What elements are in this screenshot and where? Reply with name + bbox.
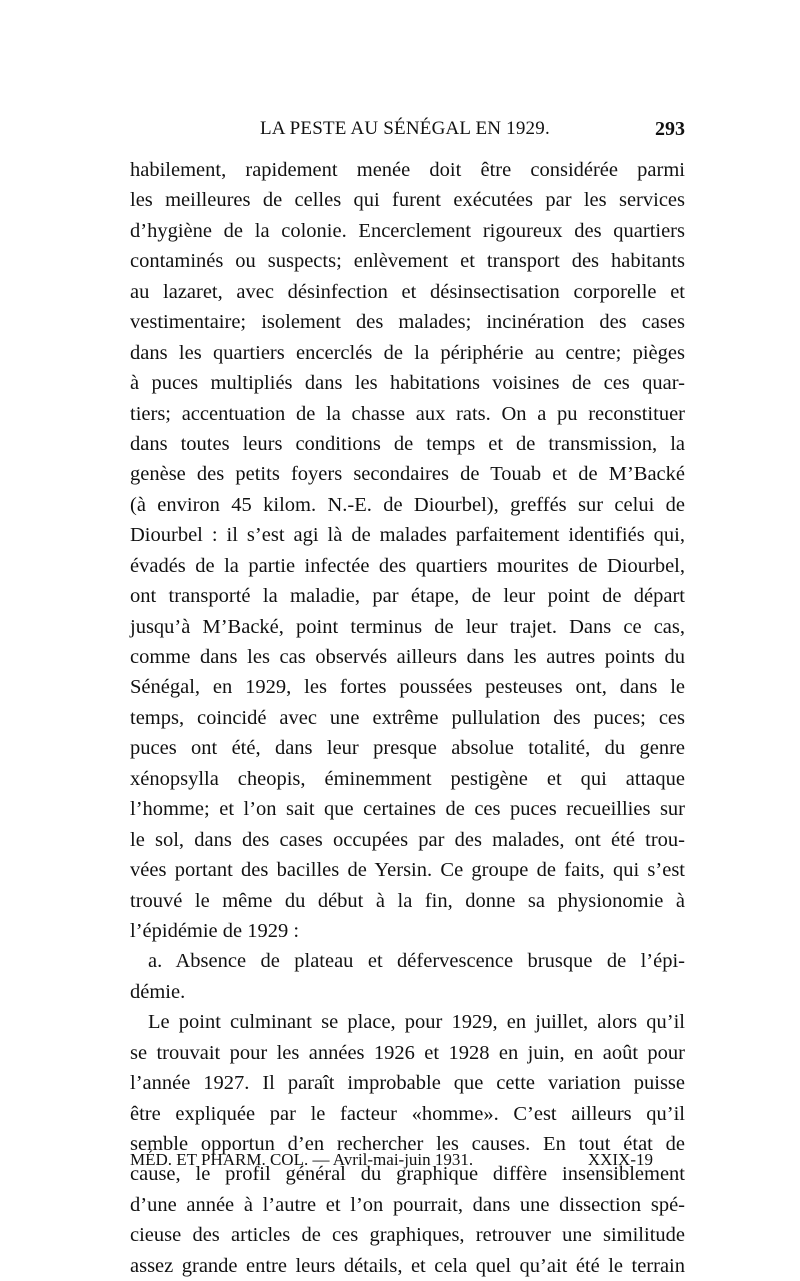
text-line: jusqu’à M’Backé, point terminus de leur trajet. Dans ce cas, xyxy=(130,615,685,638)
text-line: ont transporté la maladie, par étape, de leur point de départ xyxy=(130,585,685,608)
text-line: vestimentaire; isolement des malades; incinération des cases xyxy=(130,311,685,334)
text-line: dans toutes leurs conditions de temps et de transmission, la xyxy=(130,432,685,455)
running-title: LA PESTE AU SÉNÉGAL EN 1929. xyxy=(260,118,550,139)
text-line: le sol, dans des cases occupées par des malades, ont été trou- xyxy=(130,828,685,851)
text-line: vées portant des bacilles de Yersin. Ce groupe de faits, qui s’est xyxy=(130,859,685,882)
text-line: dans les quartiers encerclés de la périphérie au centre; pièges xyxy=(130,341,685,364)
footer-source: MÉD. ET PHARM. COL. — Avril-mai-juin 1931. xyxy=(130,1150,474,1169)
text-line: à puces multipliés dans les habitations voisines de ces quar- xyxy=(130,372,685,395)
text-line: comme dans les cas observés ailleurs dans les autres points du xyxy=(130,646,685,668)
text-line: Le point culminant se place, pour 1929, en juillet, alors qu’il xyxy=(148,1011,685,1034)
text-line: l’année 1927. Il paraît improbable que cette variation puisse xyxy=(130,1072,685,1095)
text-line: genèse des petits foyers secondaires de Touab et de M’Backé xyxy=(130,463,685,486)
text-line: puces ont été, dans leur presque absolue totalité, du genre xyxy=(130,737,685,760)
text-line: cieuse des articles de ces graphiques, retrouver une similitude xyxy=(130,1224,685,1247)
text-line: d’une année à l’autre et l’on pourrait, dans une dissection spé- xyxy=(130,1193,685,1216)
body-text xyxy=(130,155,685,1281)
text-line: les meilleures de celles qui furent exécutées par les services xyxy=(130,189,685,212)
text-line: se trouvait pour les années 1926 et 1928 en juin, en août pour xyxy=(130,1041,685,1064)
text-line: être expliquée par le facteur «homme». C’est ailleurs qu’il xyxy=(130,1102,685,1125)
text-line: trouvé le même du début à la fin, donne sa physionomie à xyxy=(130,889,685,912)
text-line: d’hygiène de la colonie. Encerclement rigoureux des quartiers xyxy=(130,219,685,242)
running-head xyxy=(130,118,685,148)
text-line: a. Absence de plateau et défervescence brusque de l’épi- xyxy=(148,950,685,973)
text-line: contaminés ou suspects; enlèvement et transport des habitants xyxy=(130,250,685,273)
text-line: (à environ 45 kilom. N.-E. de Diourbel), greffés sur celui de xyxy=(130,493,685,516)
text-line: Diourbel : il s’est agi là de malades parfaitement identifiés qui, xyxy=(130,524,685,547)
footer-signature: XXIX-19 xyxy=(587,1150,653,1169)
text-line: l’épidémie de 1929 : xyxy=(130,919,300,942)
text-line: temps, coincidé avec une extrême pullulation des puces; ces xyxy=(130,706,685,729)
text-line: l’homme; et l’on sait que certaines de ces puces recueillies sur xyxy=(130,798,685,821)
text-line: cause, le profil général du graphique diffère insensiblement xyxy=(130,1163,685,1186)
text-line: au lazaret, avec désinfection et désinsectisation corporelle et xyxy=(130,280,685,303)
text-line: démie. xyxy=(130,980,186,1003)
page-footer xyxy=(130,1150,685,1176)
text-line: habilement, rapidement menée doit être considérée parmi xyxy=(130,159,685,181)
text-line: assez grande entre leurs détails, et cela quel qu’ait été le terrain xyxy=(130,1254,685,1277)
text-line: tiers; accentuation de la chasse aux rats. On a pu reconstituer xyxy=(130,402,685,425)
page-number: 293 xyxy=(655,118,685,140)
text-line: semble opportun d’en rechercher les causes. En tout état de xyxy=(130,1133,685,1155)
text-line: xénopsylla cheopis, éminemment pestigène et qui attaque xyxy=(130,767,685,790)
text-line: évadés de la partie infectée des quartiers mourites de Diourbel, xyxy=(130,554,685,577)
text-line: Sénégal, en 1929, les fortes poussées pesteuses ont, dans le xyxy=(130,676,685,699)
